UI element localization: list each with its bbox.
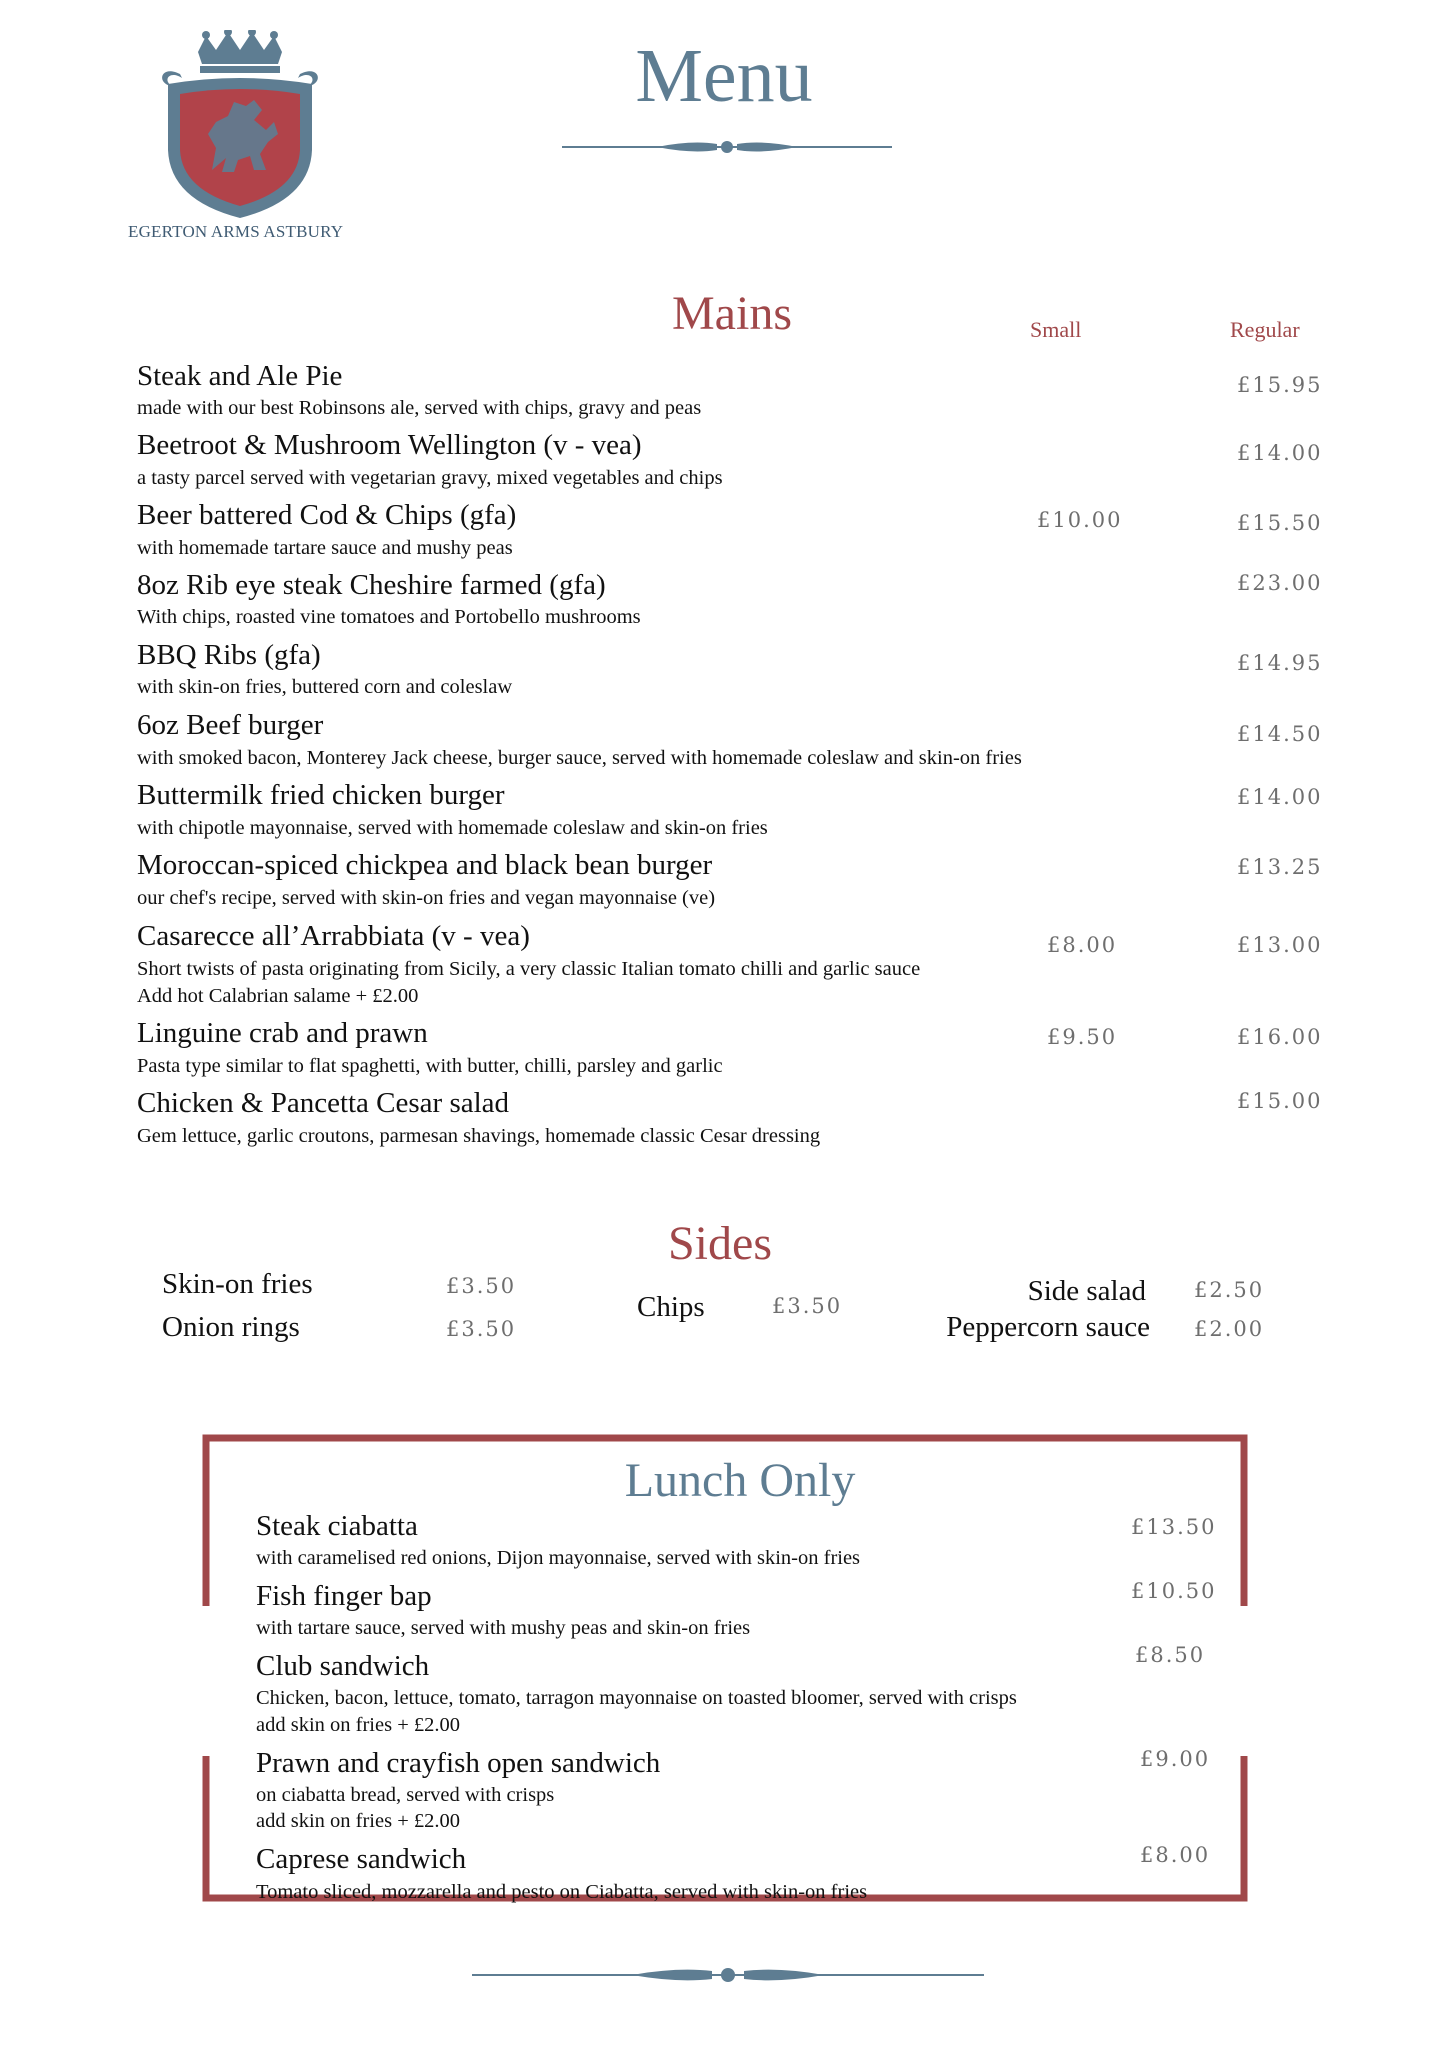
mains-price-regular: £16.00 xyxy=(1237,1025,1323,1049)
mains-item-name: Chicken & Pancetta Cesar salad xyxy=(137,1087,510,1119)
mains-item-desc: Pasta type similar to flat spaghetti, with butter, chilli, parsley and garlic xyxy=(137,1055,723,1077)
sides-heading: Sides xyxy=(667,1217,772,1270)
mains-price-small: £9.50 xyxy=(1047,1025,1118,1049)
lunch-item-addon: add skin on fries + £2.00 xyxy=(256,1810,461,1832)
mains-item-desc: with skin-on fries, buttered corn and coleslaw xyxy=(137,676,513,698)
lunch-item-name: Steak ciabatta xyxy=(256,1510,418,1542)
side-item-price: £2.50 xyxy=(1194,1278,1265,1302)
mains-price-regular: £13.25 xyxy=(1237,855,1323,879)
mains-item-name: 6oz Beef burger xyxy=(137,709,324,741)
mains-price-regular: £13.00 xyxy=(1237,933,1323,957)
ornament-divider-bottom xyxy=(472,1960,984,1990)
mains-price-regular: £14.50 xyxy=(1237,722,1323,746)
side-item-name: Peppercorn sauce xyxy=(946,1311,1150,1343)
mains-price-regular: £23.00 xyxy=(1237,571,1323,595)
mains-item-name: 8oz Rib eye steak Cheshire farmed (gfa) xyxy=(137,569,606,601)
mains-price-regular: £15.95 xyxy=(1237,373,1323,397)
mains-item-name: BBQ Ribs (gfa) xyxy=(137,639,321,671)
mains-price-small: £10.00 xyxy=(1037,508,1123,532)
mains-item-desc: our chef's recipe, served with skin-on fries and vegan mayonnaise (ve) xyxy=(137,887,716,909)
logo xyxy=(150,30,330,245)
side-item-name: Side salad xyxy=(1027,1275,1146,1307)
side-item-price: £3.50 xyxy=(772,1294,843,1318)
mains-item-desc: made with our best Robinsons ale, served with chips, gravy and peas xyxy=(137,397,702,419)
mains-item-desc: With chips, roasted vine tomatoes and Portobello mushrooms xyxy=(137,606,641,628)
lunch-item-name: Fish finger bap xyxy=(256,1580,432,1612)
mains-price-regular: £14.00 xyxy=(1237,785,1323,809)
mains-item-desc: with smoked bacon, Monterey Jack cheese, burger sauce, served with homemade coleslaw and skin-on fries xyxy=(137,747,1022,769)
lunch-item-addon: add skin on fries + £2.00 xyxy=(256,1714,461,1736)
lunch-item-name: Club sandwich xyxy=(256,1650,430,1682)
side-item-price: £3.50 xyxy=(446,1317,517,1341)
side-item-price: £2.00 xyxy=(1194,1317,1265,1341)
mains-item-name: Buttermilk fried chicken burger xyxy=(137,779,505,811)
mains-price-regular: £15.00 xyxy=(1237,1089,1323,1113)
lunch-item-desc: on ciabatta bread, served with crisps xyxy=(256,1784,555,1806)
side-item-name: Chips xyxy=(637,1291,705,1323)
mains-item-desc: with homemade tartare sauce and mushy peas xyxy=(137,537,513,559)
lunch-item-price: £13.50 xyxy=(1131,1515,1217,1539)
mains-price-small: £8.00 xyxy=(1047,933,1118,957)
lunch-item-price: £10.50 xyxy=(1131,1579,1217,1603)
small-column-header: Small xyxy=(1030,317,1082,342)
mains-item-name: Beer battered Cod & Chips (gfa) xyxy=(137,499,517,531)
side-item-price: £3.50 xyxy=(446,1274,517,1298)
mains-item-name: Moroccan-spiced chickpea and black bean burger xyxy=(137,849,713,881)
regular-column-header: Regular xyxy=(1230,317,1300,342)
mains-item-name: Beetroot & Mushroom Wellington (v - vea) xyxy=(137,429,642,461)
mains-price-regular: £14.95 xyxy=(1237,651,1323,675)
page-title: Menu xyxy=(635,34,813,118)
mains-price-regular: £15.50 xyxy=(1237,511,1323,535)
mains-item-name: Steak and Ale Pie xyxy=(137,360,343,392)
lunch-item-desc: with tartare sauce, served with mushy peas and skin-on fries xyxy=(256,1617,751,1639)
lunch-item-desc: Chicken, bacon, lettuce, tomato, tarragon mayonnaise on toasted bloomer, served with crisps xyxy=(256,1687,1017,1709)
mains-item-desc: a tasty parcel served with vegetarian gravy, mixed vegetables and chips xyxy=(137,467,723,489)
lunch-item-desc: with caramelised red onions, Dijon mayonnaise, served with skin-on fries xyxy=(256,1547,861,1569)
lunch-item-name: Caprese sandwich xyxy=(256,1843,467,1875)
mains-price-regular: £14.00 xyxy=(1237,441,1323,465)
lunch-item-name: Prawn and crayfish open sandwich xyxy=(256,1747,661,1779)
ornament-divider-top xyxy=(562,132,892,162)
side-item-name: Onion rings xyxy=(162,1311,300,1343)
side-item-name: Skin-on fries xyxy=(162,1268,313,1300)
lunch-item-price: £8.50 xyxy=(1135,1643,1206,1667)
mains-item-desc: with chipotle mayonnaise, served with homemade coleslaw and skin-on fries xyxy=(137,817,768,839)
mains-item-name: Casarecce all’Arrabbiata (v - vea) xyxy=(137,920,530,952)
mains-item-desc: Gem lettuce, garlic croutons, parmesan shavings, homemade classic Cesar dressing xyxy=(137,1125,821,1147)
lunch-item-price: £9.00 xyxy=(1140,1747,1211,1771)
lunch-item-desc: Tomato sliced, mozzarella and pesto on Ciabatta, served with skin-on fries xyxy=(256,1881,868,1903)
mains-heading: Mains xyxy=(672,287,792,340)
mains-item-name: Linguine crab and prawn xyxy=(137,1017,428,1049)
mains-item-desc: Short twists of pasta originating from Sicily, a very classic Italian tomato chilli and garlic sauce xyxy=(137,958,921,980)
lunch-item-price: £8.00 xyxy=(1140,1843,1211,1867)
lunch-only-heading: Lunch Only xyxy=(624,1454,856,1507)
mains-item-addon: Add hot Calabrian salame + £2.00 xyxy=(137,985,419,1007)
logo-text: EGERTON ARMS ASTBURY xyxy=(128,222,344,241)
